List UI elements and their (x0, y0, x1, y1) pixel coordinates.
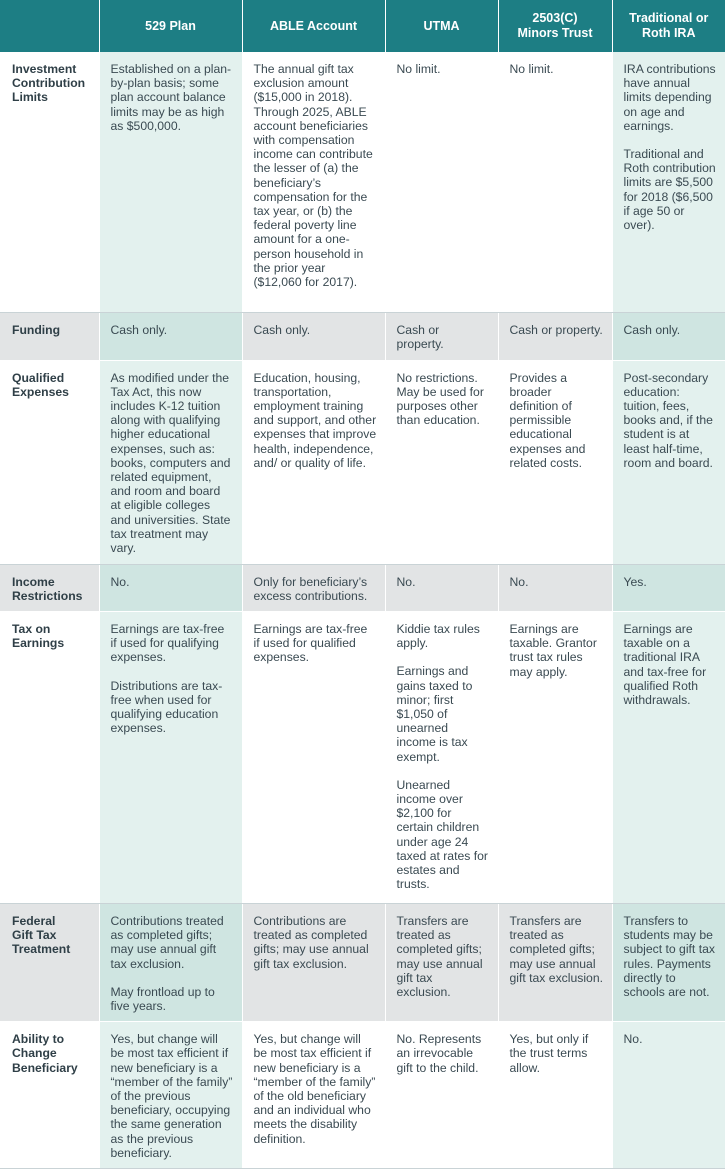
cell-paragraph: Cash only. (623, 322, 681, 337)
column-header-minors-trust (498, 0, 612, 52)
cell-paragraph: Cash only. (253, 322, 311, 337)
table-row (0, 312, 725, 360)
table-cell (99, 360, 242, 564)
cell-paragraph: The annual gift tax exclusion amount ($15,000 in 2018). Through 2025, ABLE account beneficiaries with compensation income can contribute the lesser of (a) the beneficiary’s compensation for the tax year, or (b) the federal poverty line amount for a one-person household in the prior year ($12,060 for 2017). (253, 62, 373, 290)
cell-paragraph: Transfers are treated as completed gifts; may use annual gift tax exclusion. (509, 913, 603, 985)
column-header-529-plan (99, 0, 242, 52)
cell-paragraph: Yes, but change will be most tax efficient if new beneficiary is a “member of the family” of the previous beneficiary, occupying the same generation as the previous beneficiary. (110, 1032, 233, 1160)
table-cell (99, 312, 242, 360)
cell-paragraph: Yes. (623, 574, 647, 589)
table-cell (99, 1022, 242, 1169)
table-cell (242, 564, 385, 611)
row-label-line: Tax on (12, 621, 51, 636)
row-label-line: Treatment (12, 942, 71, 957)
header-line: 529 Plan (145, 18, 196, 33)
table-cell (242, 1022, 385, 1169)
header-line: Roth IRA (642, 26, 696, 40)
header-line: UTMA (423, 18, 460, 33)
row-label (0, 903, 99, 1021)
row-label (0, 312, 99, 360)
column-header-able-account (242, 0, 385, 52)
cell-paragraph: No restrictions. May be used for purposes other than education. (396, 370, 484, 428)
row-label-line: Beneficiary (12, 1060, 78, 1075)
table-cell (498, 611, 612, 903)
cell-paragraph: Yes, but only if the trust terms allow. (509, 1032, 589, 1075)
cell-paragraph: No limit. (509, 62, 554, 76)
table-row (0, 360, 725, 564)
table-cell (498, 903, 612, 1021)
cell-paragraph: Post-secondary education: tuition, fees, books and, if the student is at least half-time, room and board. (623, 370, 713, 470)
header-row (0, 0, 725, 52)
table-cell (99, 611, 242, 903)
cell-paragraph: May frontload up to five years. (110, 984, 215, 1013)
table-cell (99, 564, 242, 611)
cell-paragraph: No. (396, 574, 416, 589)
header-line: 2503(C) (532, 11, 578, 25)
table-cell (99, 52, 242, 312)
row-label-line: Expenses (12, 384, 69, 399)
table-row (0, 52, 725, 312)
cell-paragraph: Earnings are taxable. Grantor trust tax rules may apply. (509, 621, 597, 679)
cell-paragraph: Contributions are treated as completed gifts; may use annual gift tax exclusion. (253, 913, 369, 971)
column-header-utma (385, 0, 498, 52)
table-cell (612, 611, 725, 903)
row-label (0, 1022, 99, 1169)
table-cell (498, 360, 612, 564)
table-cell (242, 312, 385, 360)
table-cell (385, 312, 498, 360)
cell-paragraph: Earnings are taxable on a traditional IRA and tax-free for qualified Roth withdrawals. (623, 621, 707, 707)
table-cell (385, 611, 498, 903)
row-label-line: Ability to (12, 1032, 65, 1047)
row-label (0, 52, 99, 312)
table-cell (612, 360, 725, 564)
cell-paragraph: Established on a plan-by-plan basis; some plan account balance limits may be as high as $500,000. (110, 62, 232, 133)
row-label (0, 360, 99, 564)
cell-paragraph: As modified under the Tax Act, this now includes K-12 tuition along with qualifying higher educational expenses, such as: books, computers and related equipment, and room and board at eligible colleges and universities. State tax treatment may vary. (110, 370, 231, 555)
column-header-corner (0, 0, 99, 52)
table-row (0, 903, 725, 1021)
table-cell (612, 52, 725, 312)
header-line: Traditional or (629, 11, 709, 25)
row-label-line: Change (12, 1046, 57, 1061)
table-row (0, 1022, 725, 1169)
header-line: Minors Trust (517, 26, 593, 40)
row-label-line: Qualified (12, 370, 65, 385)
column-header-ira (612, 0, 725, 52)
cell-paragraph: Only for beneficiary’s excess contributions. (253, 574, 368, 603)
table-cell (498, 52, 612, 312)
cell-paragraph: Provides a broader definition of permissible educational expenses and related costs. (509, 370, 586, 470)
cell-paragraph: No. (623, 1032, 643, 1047)
cell-paragraph: Transfers are treated as completed gifts; may use annual gift tax exclusion. (396, 913, 483, 999)
table-row (0, 611, 725, 903)
cell-paragraph: Contributions treated as completed gifts; may use annual gift tax exclusion. (110, 913, 224, 971)
row-label-line: Federal (12, 913, 56, 928)
row-label (0, 611, 99, 903)
row-label-line: Funding (12, 322, 61, 337)
cell-paragraph: No. (509, 574, 529, 589)
row-label-line: Gift Tax (12, 928, 57, 943)
row-label (0, 564, 99, 611)
table-cell (498, 1022, 612, 1169)
row-label-line: Earnings (12, 636, 65, 651)
table-cell (242, 611, 385, 903)
table-cell (612, 1022, 725, 1169)
row-label-line: Contribution (12, 76, 86, 91)
cell-paragraph: Earnings are tax-free if used for qualifying expenses. (110, 621, 225, 665)
cell-paragraph: Cash or property. (509, 322, 603, 337)
table-cell (385, 52, 498, 312)
cell-paragraph: Distributions are tax-free when used for qualifying education expenses. (110, 678, 223, 736)
table-cell (612, 903, 725, 1021)
cell-paragraph: Earnings are tax-free if used for qualified expenses. (253, 621, 368, 665)
cell-paragraph: Yes, but change will be most tax efficient if new beneficiary is a “member of the family” of the old beneficiary and an individual who meets the disability definition. (253, 1032, 376, 1146)
table-cell (242, 52, 385, 312)
table-cell (242, 903, 385, 1021)
cell-paragraph: Education, housing, transportation, employment training and support, and other expenses that improve health, independence, and/ or quality of life. (253, 370, 377, 470)
row-label-line: Limits (12, 90, 48, 105)
table-cell (385, 903, 498, 1021)
row-label-line: Restrictions (12, 588, 83, 603)
table-cell (498, 564, 612, 611)
cell-paragraph: Kiddie tax rules apply. (396, 621, 480, 651)
table-cell (612, 564, 725, 611)
cell-paragraph: IRA contributions have annual limits depending on age and earnings. (623, 62, 716, 133)
table-cell (612, 312, 725, 360)
table-cell (385, 360, 498, 564)
table-row (0, 564, 725, 611)
cell-paragraph: Earnings and gains taxed to minor; first $1,050 of unearned income is tax exempt. (396, 664, 473, 764)
row-label-line: Income (12, 574, 55, 589)
cell-paragraph: No. Represents an irrevocable gift to the child. (396, 1032, 482, 1075)
cell-paragraph: Traditional and Roth contribution limits are $5,500 for 2018 ($6,500 if age 50 or over). (623, 147, 716, 233)
cell-paragraph: Cash only. (110, 322, 168, 337)
cell-paragraph: No. (110, 574, 130, 589)
table-cell (242, 360, 385, 564)
table-cell (385, 564, 498, 611)
header-line: ABLE Account (269, 18, 358, 33)
table-cell (498, 312, 612, 360)
cell-paragraph: Unearned income over $2,100 for certain children under age 24 taxed at rates for estates and trusts. (396, 777, 488, 892)
table-cell (385, 1022, 498, 1169)
cell-paragraph: No limit. (396, 62, 441, 76)
row-label-line: Investment (12, 62, 77, 76)
cell-paragraph: Transfers to students may be subject to gift tax rules. Payments directly to schools are not. (623, 913, 715, 999)
table-cell (99, 903, 242, 1021)
cell-paragraph: Cash or property. (396, 322, 444, 351)
